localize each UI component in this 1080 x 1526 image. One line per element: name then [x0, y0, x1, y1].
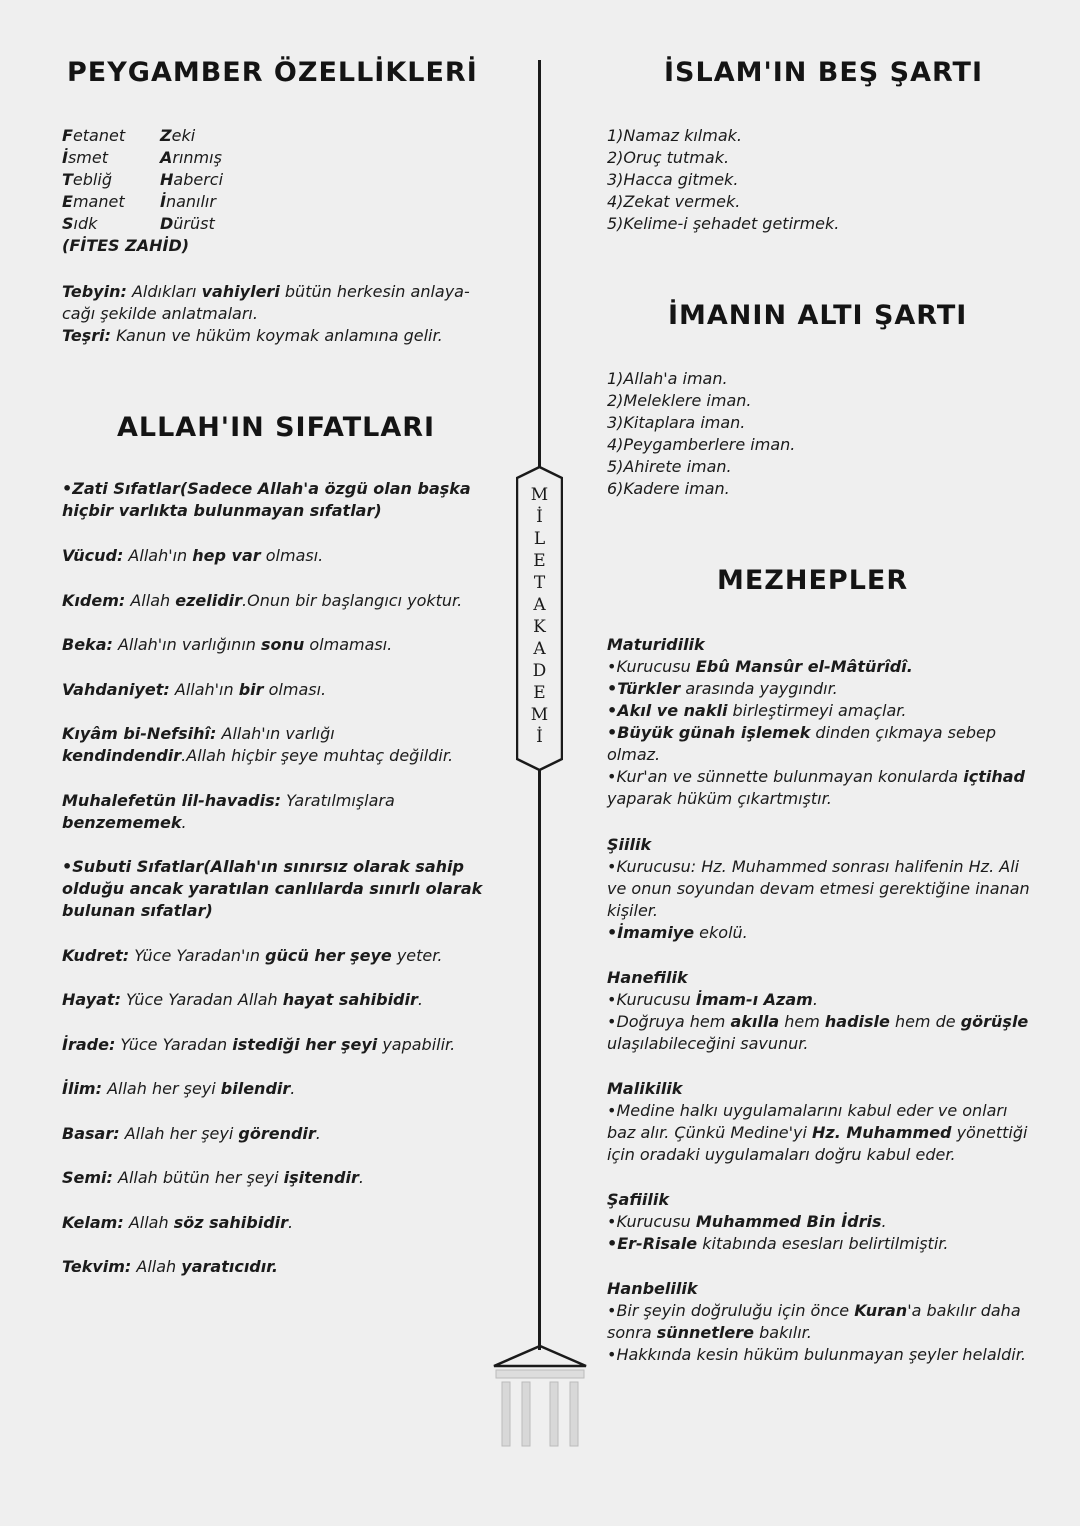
tebyin-line: Tebyin: Aldıkları vahiyleri bütün herkesin anlaya-: [62, 282, 470, 301]
list-item: 3)Kitaplara iman.: [607, 413, 746, 432]
sifat-basar: Basar: Allah her şeyi görendir.: [62, 1124, 321, 1143]
list-item: 1)Allah'a iman.: [607, 369, 728, 388]
acronym: (FİTES ZAHİD): [62, 236, 190, 255]
sifat-hayat: Hayat: Yüce Yaradan Allah hayat sahibidir.: [62, 990, 423, 1009]
spine-line-top: [538, 60, 541, 467]
list-item: 4)Peygamberlere iman.: [607, 435, 796, 454]
tebyin-line-2: cağı şekilde anlatmaları.: [62, 304, 258, 323]
sifat-kiyam: Kıyâm bi-Nefsihî: Allah'ın varlığı kendindendir.Allah hiçbir şeye muhtaç değildir.: [62, 724, 454, 765]
sifat-beka: Beka: Allah'ın varlığının sonu olmaması.: [62, 635, 393, 654]
pair-row: Fetanet Zeki: [62, 126, 196, 145]
mezhep-siilik: Şiilik •Kurucusu: Hz. Muhammed sonrası halifenin Hz. Ali ve onun soyundan devam etmesi gerektiğine inanan kişiler. •İmamiye ekolü.: [607, 835, 1030, 942]
sifat-muhalefet: Muhalefetün lil-havadis: Yaratılmışlara benzememek.: [62, 791, 395, 832]
pair-row: Sıdk Dürüst: [62, 214, 215, 233]
pair-row: Tebliğ Haberci: [62, 170, 224, 189]
list-item: 2)Oruç tutmak.: [607, 148, 730, 167]
sifat-tekvim: Tekvim: Allah yaratıcıdır.: [62, 1257, 278, 1276]
sifat-kidem: Kıdem: Allah ezelidir.Onun bir başlangıcı yoktur.: [62, 591, 463, 610]
list-item: 4)Zekat vermek.: [607, 192, 741, 211]
mezhep-hanbelilik: Hanbelilik •Bir şeyin doğruluğu için önce Kuran'a bakılır daha sonra sünnetlere bakılır. •Hakkında kesin hüküm bulunmayan şeyler helaldir.: [607, 1279, 1026, 1364]
sifat-kudret: Kudret: Yüce Yaradan'ın gücü her şeye yeter.: [62, 946, 443, 965]
sifat-vucud: Vücud: Allah'ın hep var olması.: [62, 546, 324, 565]
zati-header: •Zati Sıfatlar(Sadece Allah'a özgü olan başka hiçbir varlıkta bulunmayan sıfatlar): [62, 479, 471, 520]
sifat-vahdaniyet: Vahdaniyet: Allah'ın bir olması.: [62, 680, 327, 699]
list-item: 2)Meleklere iman.: [607, 391, 752, 410]
academy-badge: [516, 466, 563, 771]
tesri-line: Teşri: Kanun ve hüküm koymak anlamına gelir.: [62, 326, 443, 345]
mezhep-maturidilik: Maturidilik •Kurucusu Ebû Mansûr el-Mâtürîdî. •Türkler arasında yaygındır. •Akıl ve nakli birleştirmeyi amaçlar. •Büyük günah işlemek dinden çıkmaya sebep olmaz. •Kur'an ve sünnette bulunmayan konularda içtihad yaparak hüküm çıkartmıştır.: [607, 635, 1025, 808]
sifat-irade: İrade: Yüce Yaradan istediği her şeyi yapabilir.: [62, 1035, 456, 1054]
islam-list: [607, 125, 1022, 235]
mezhepler-title: MEZHEPLER: [717, 565, 909, 596]
tebyin-tesri: [62, 281, 482, 347]
islam-title: İSLAM'IN BEŞ ŞARTI: [664, 57, 984, 88]
sifatlar-title: ALLAH'IN SIFATLARI: [117, 412, 436, 443]
list-item: 1)Namaz kılmak.: [607, 126, 742, 145]
mezhep-hanefilik: Hanefilik •Kurucusu İmam-ı Azam. •Doğruya hem akılla hem hadisle hem de görüşle ulaşılabileceğini savunur.: [607, 968, 1029, 1053]
peygamber-title: PEYGAMBER ÖZELLİKLERİ: [67, 57, 478, 88]
list-item: 5)Ahirete iman.: [607, 457, 732, 476]
mezhep-safiilik: Şafiilik •Kurucusu Muhammed Bin İdris. •Er-Risale kitabında esesları belirtilmiştir.: [607, 1190, 949, 1253]
peygamber-pairs: [62, 125, 482, 257]
sifat-kelam: Kelam: Allah söz sahibidir.: [62, 1213, 294, 1232]
iman-list: [607, 368, 1022, 500]
temple-icon: [492, 1344, 588, 1450]
spine-line-bottom: [538, 770, 541, 1350]
iman-title: İMANIN ALTI ŞARTI: [668, 300, 968, 331]
sifat-semi: Semi: Allah bütün her şeyi işitendir.: [62, 1168, 364, 1187]
subuti-header: •Subuti Sıfatlar(Allah'ın sınırsız olarak sahip olduğu ancak yaratılan canlılarda sınırlı olarak bulunan sıfatlar): [62, 857, 483, 920]
sifat-ilim: İlim: Allah her şeyi bilendir.: [62, 1079, 296, 1098]
pair-row: İsmet Arınmış: [62, 148, 222, 167]
list-item: 3)Hacca gitmek.: [607, 170, 739, 189]
mezhep-malikilik: Malikilik •Medine halkı uygulamalarını kabul eder ve onları baz alır. Çünkü Medine'yi Hz. Muhammed yönettiği için oradaki uygulamaları doğru kabul eder.: [607, 1079, 1028, 1164]
pair-row: Emanet İnanılır: [62, 192, 216, 211]
list-item: 6)Kadere iman.: [607, 479, 730, 498]
badge-letters: M İ L E T A K A D E M İ: [530, 485, 549, 747]
list-item: 5)Kelime-i şehadet getirmek.: [607, 214, 840, 233]
